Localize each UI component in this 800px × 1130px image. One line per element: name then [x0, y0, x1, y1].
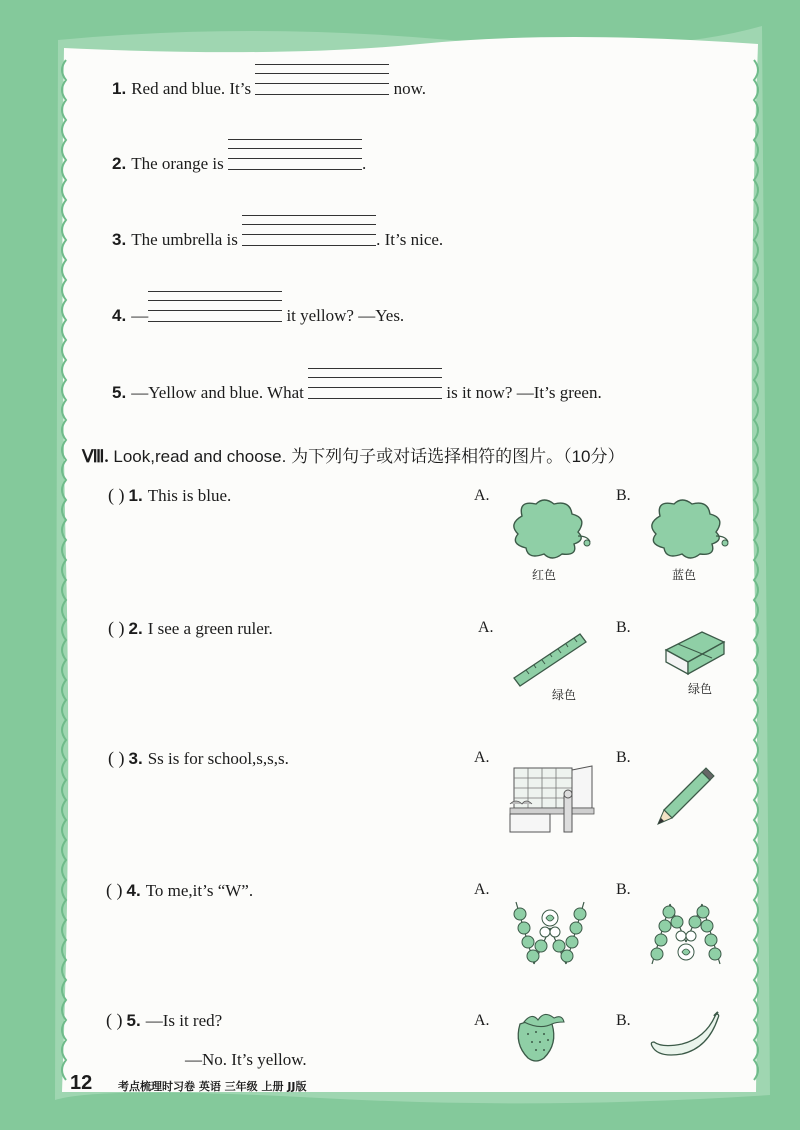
option-b-label[interactable]: B.	[616, 619, 631, 636]
item-sentence: This is blue.	[147, 486, 232, 505]
fill-item-5	[112, 382, 602, 403]
option-b-label[interactable]: B.	[616, 881, 631, 898]
choose-item-2	[108, 618, 273, 639]
answer-parentheses[interactable]: ( )	[108, 748, 125, 768]
pencil-image[interactable]	[652, 766, 714, 828]
option-b-label[interactable]: B.	[616, 1012, 631, 1029]
option-a-label[interactable]: A.	[478, 619, 494, 636]
ruler-image[interactable]	[510, 630, 590, 690]
item-text-before: The orange is	[131, 154, 224, 173]
fill-item-3	[112, 229, 443, 250]
item-text-after: .	[361, 154, 367, 173]
item-sentence: Ss is for school,s,s,s.	[147, 749, 289, 768]
answer-parentheses[interactable]: ( )	[108, 485, 125, 505]
paint-splat-blue-image[interactable]	[646, 496, 732, 562]
picture-caption: 蓝色	[672, 568, 697, 582]
item-text-after: it yellow? —Yes.	[286, 306, 405, 325]
item-number: 5.	[126, 1011, 141, 1030]
answer-blank[interactable]	[242, 229, 376, 245]
option-b-label[interactable]: B.	[616, 749, 631, 766]
answer-blank[interactable]	[255, 78, 389, 94]
fill-item-4	[112, 305, 404, 326]
option-b-label[interactable]: B.	[616, 487, 631, 504]
picture-caption: 红色	[532, 568, 557, 582]
item-text-before: The umbrella is	[131, 230, 238, 249]
item-text-after: is it now? —It’s green.	[446, 383, 602, 402]
answer-blank[interactable]	[148, 305, 282, 321]
item-number: 2.	[128, 619, 143, 638]
banana-image[interactable]	[648, 1010, 722, 1060]
item-text-before: Red and blue. It’s	[131, 79, 252, 98]
picture-caption: 绿色	[688, 682, 713, 696]
answer-parentheses[interactable]: ( )	[106, 1010, 123, 1030]
fill-item-2	[112, 153, 366, 174]
beads-m-image[interactable]	[644, 898, 728, 970]
option-a-label[interactable]: A.	[474, 881, 490, 898]
item-number: 3.	[112, 230, 127, 249]
item-number: 2.	[112, 154, 127, 173]
item-text-before: —Yellow and blue. What	[131, 383, 304, 402]
item-sentence: —Is it red?	[145, 1011, 223, 1030]
footer-book-title: 考点梳理时习卷 英语 三年级 上册 JJ版	[118, 1080, 307, 1093]
fill-item-1	[112, 78, 426, 99]
item-number: 4.	[126, 881, 141, 900]
item-number: 1.	[112, 79, 127, 98]
answer-parentheses[interactable]: ( )	[106, 880, 123, 900]
item-number: 1.	[128, 486, 143, 505]
strawberry-image[interactable]	[510, 1010, 568, 1064]
eraser-image[interactable]	[660, 626, 730, 676]
school-image[interactable]	[506, 764, 598, 836]
item-number: 4.	[112, 306, 127, 325]
option-a-label[interactable]: A.	[474, 487, 490, 504]
option-a-label[interactable]: A.	[474, 1012, 490, 1029]
item-sentence: To me,it’s “W”.	[145, 881, 254, 900]
item-text-after: now.	[393, 79, 427, 98]
item-text-before: —	[131, 306, 149, 325]
choose-item-1	[108, 485, 231, 506]
beads-w-image[interactable]	[508, 898, 592, 968]
item-sentence: I see a green ruler.	[147, 619, 273, 638]
choose-item-4	[106, 880, 253, 901]
choose-item-3	[108, 748, 289, 769]
section-score: （10分）	[563, 447, 625, 466]
section-instruction-cn: 为下列句子或对话选择相符的图片。	[291, 447, 564, 466]
answer-blank[interactable]	[228, 153, 362, 169]
page-number: 12	[70, 1072, 93, 1094]
choose-item-5	[106, 1010, 222, 1031]
answer-parentheses[interactable]: ( )	[108, 618, 125, 638]
picture-caption: 绿色	[552, 688, 577, 702]
section-heading	[82, 442, 625, 467]
choose-item-5-reply: —No. It’s yellow.	[185, 1050, 307, 1069]
option-a-label[interactable]: A.	[474, 749, 490, 766]
paint-splat-red-image[interactable]	[508, 496, 594, 562]
item-text-after: . It’s nice.	[376, 230, 444, 249]
answer-blank[interactable]	[308, 382, 442, 398]
item-number: 5.	[112, 383, 127, 402]
item-number: 3.	[128, 749, 143, 768]
section-title: Look,read and choose.	[113, 447, 287, 466]
section-numeral: Ⅷ.	[82, 447, 109, 466]
